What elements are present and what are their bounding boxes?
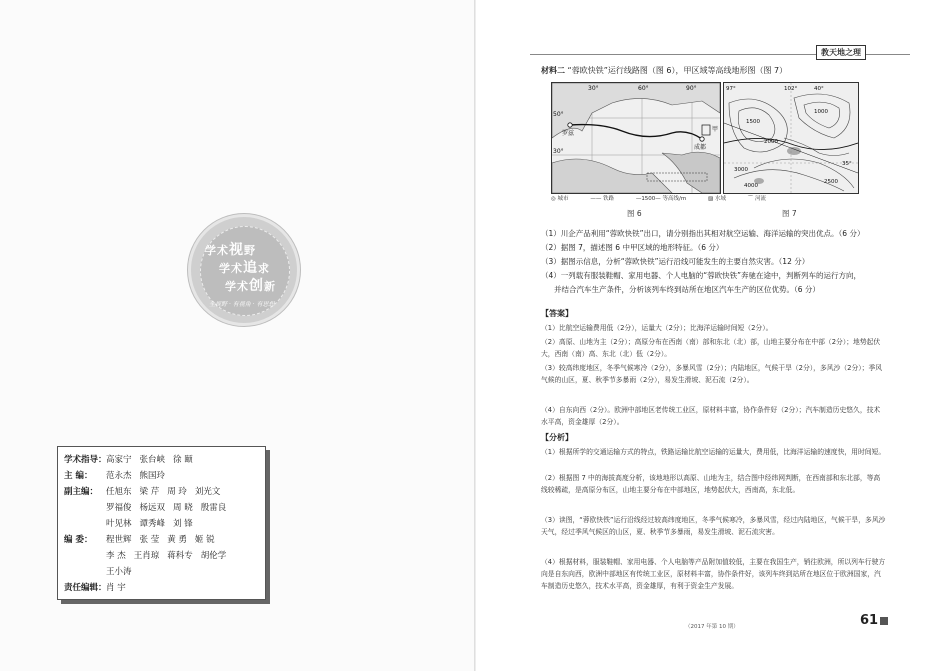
credit-role: 学术指导： [64,455,107,465]
map-legend [551,194,857,204]
analysis-4: （4）根据材料，服装鞋帽、家用电器、个人电脑等产品附加值较低，主要在我国生产，销往欧洲，所以列车行驶方向是自东向西，欧洲中部地区有传统工业区，原材料丰富，协作条件好，该列车终到站所在地区位于欧洲国家，汽车制造历史悠久，技术水平高，资金雄厚，有利于资金生产发展。 [541,558,886,590]
page-number-text: 61 [860,613,879,628]
credit-row [64,565,140,577]
figure-7-caption: 图 7 [782,209,797,218]
question-2: （2）据图 7，描述图 6 中甲区域的地形特征。（6 分） [541,243,724,252]
credit-row [64,453,201,465]
contour-value: 1000 [814,109,828,115]
badge-text: 学术 [219,262,243,275]
legend-item: ⌒ 河流 [747,196,766,202]
credit-name: 任旭东 [106,487,132,497]
legend-item: ◎ 城市 [551,196,569,202]
region-label: 甲 [712,126,719,133]
lat-label: 30° [553,148,564,155]
answer-1: （1）比航空运输费用低（2分），运量大（2分）；比海洋运输时间短（2分）。 [541,324,773,332]
credit-name: 张 莹 [139,535,160,545]
academic-badge-seal [188,214,300,326]
analysis-2: （2）根据图 7 中的海拔高度分析，该地地形以高原、山地为主，结合图中经纬网判断，在西南部和东北部，等高线较稀疏，是高原分布区，山地主要分布在中部地区，地势起伏大，西南高，东北低。 [541,474,881,494]
badge-text-emphasis: 视 [229,242,244,258]
answer-3: （3）较高纬度地区，冬季气候寒冷（2分），多暴风雪（2分）；内陆地区，气候干旱（2分），多风沙（2分）；季风气候的山区，夏、秋季节多暴雨（2分），易发生滑坡、泥石流（2分）。 [541,364,883,384]
credit-row [64,501,234,513]
lon-label: 60° [638,85,649,92]
contour-value: 1500 [746,119,760,125]
badge-line-3 [225,275,276,295]
credit-name: 张台峡 [139,455,166,465]
credit-name: 姬 锐 [194,535,215,545]
lon-label: 30° [588,85,599,92]
page-number-square-icon [880,617,888,625]
badge-text: 学术 [205,244,229,257]
credit-role: 责任编辑： [64,583,107,593]
analysis-3: （3）读图，“蓉欧快铁”运行沿线经过较高纬度地区，冬季气候寒冷，多暴风雪，经过内陆地区，气候干旱，多风沙天气，经过季风气候区的山区，夏、秋季节多暴雨，易发生滑坡、泥石流灾害。 [541,516,886,536]
editorial-credits-box [57,446,266,600]
lon-label: 97° [726,86,736,92]
badge-text-emphasis: 追 [243,260,258,276]
credit-role: 编 委： [64,535,93,545]
legend-item: —— 铁路 [590,196,615,202]
map-figure-6 [551,82,721,194]
railway-route-map [552,83,720,193]
figure-6-caption: 图 6 [627,209,642,218]
credit-name: 徐 颐 [173,455,193,465]
lat-label: 50° [553,111,564,118]
material-text: “蓉欧快铁”运行线路图（图 6），甲区域等高线地形图（图 7） [567,66,788,75]
city-marker [568,123,572,127]
credit-role: 副主编： [64,487,99,497]
credit-name: 范永杰 [106,471,132,481]
credit-row [64,533,223,545]
badge-text: 求 [258,262,270,275]
page-number [860,613,888,628]
lat-label: 35° [842,161,852,167]
credit-name: 高家宁 [106,455,132,465]
contour-value: 3000 [734,167,748,173]
credit-name: 殷雷良 [200,503,227,513]
credit-name: 刘光文 [194,487,221,497]
credit-name: 罗福俊 [106,503,132,513]
credit-name: 叶见林 [106,519,132,529]
answer-4: （4）自东向西（2分）。欧洲中部地区老传统工业区，原材料丰富，协作条件好（2分）；汽车制造历史悠久，技术水平高，资金雄厚（2分）。 [541,406,881,426]
badge-text: 学术 [225,280,249,293]
contour-map [724,83,858,193]
credit-name: 蒋科专 [167,551,193,561]
badge-text-emphasis: 创 [249,278,264,294]
map-figure-7 [723,82,859,194]
contour-value: 4000 [744,183,758,189]
analysis-1: （1）根据所学的交通运输方式的特点，铁路运输比航空运输的运量大，费用低，比海洋运输的速度快，用时间短。 [541,448,886,456]
credit-name: 周 晓 [173,503,193,513]
credit-name: 黄 勇 [167,535,187,545]
lat-label: 40° [814,86,824,92]
badge-text: 野 [244,244,256,257]
credit-name: 谭秀峰 [139,519,166,529]
lon-label: 90° [686,85,697,92]
question-1: （1）川企产品利用“蓉欧快铁”出口，请分别指出其相对航空运输、海洋运输的突出优点。（6 分） [541,229,865,238]
credit-name: 肖 宇 [106,583,126,593]
credit-name: 王肖琼 [133,551,160,561]
credit-row [64,549,234,561]
credit-row [64,469,173,481]
left-page [0,0,474,671]
credit-name: 刘 锋 [173,519,193,529]
legend-item: ▨ 水域 [708,196,726,202]
credit-name: 杨远双 [139,503,166,513]
credit-name: 李 杰 [106,551,126,561]
contour-value: 2500 [824,179,838,185]
contour-value: 2000 [764,139,778,145]
credit-name: 熊国玲 [139,471,166,481]
material-title [541,65,787,76]
question-4: （4）一列载有服装鞋帽、家用电器、个人电脑的“蓉欧快铁”奔驰在途中，判断列车的运行方向， [541,271,862,280]
credit-name: 周 玲 [167,487,187,497]
question-3: （3）据图示信息，分析“蓉欧快铁”运行沿线可能发生的主要自然灾害。（12 分） [541,257,810,266]
section-tag: 教天地之理 [816,45,866,60]
issue-footer: （2017 年第 10 期） [685,624,739,630]
credit-name: 梁 芹 [139,487,160,497]
answer-heading: 【答案】 [541,309,573,318]
badge-motto: 全视野 · 有视角 · 有思想 [209,301,275,308]
badge-line-1 [205,239,256,259]
credit-row [64,485,228,497]
credit-role: 主 编： [64,471,93,481]
credit-name: 王小涛 [106,567,132,577]
question-4-continued: 并结合汽车生产条件，分析该列车终到站所在地区汽车生产的区位优势。（6 分） [554,285,820,294]
city-label: 罗兹 [562,130,575,137]
analysis-heading: 【分析】 [541,433,573,442]
credit-name: 程世辉 [106,535,132,545]
answer-2: （2）高原、山地为主（2分）；高原分布在西南（南）部和东北（北）部，山地主要分布在中部（2分）；地势起伏大，西南（南）高、东北（北）低（2分）。 [541,338,881,358]
credit-row [64,517,201,529]
badge-text: 新 [264,280,276,293]
legend-item: —1500— 等高线/m [635,196,687,202]
credit-row [64,581,134,593]
lon-label: 102° [784,86,798,92]
material-label: 材料二 [541,66,565,75]
credit-name: 胡伦学 [200,551,227,561]
badge-line-2 [219,257,270,277]
city-label: 成都 [694,144,707,151]
city-marker [700,137,704,141]
